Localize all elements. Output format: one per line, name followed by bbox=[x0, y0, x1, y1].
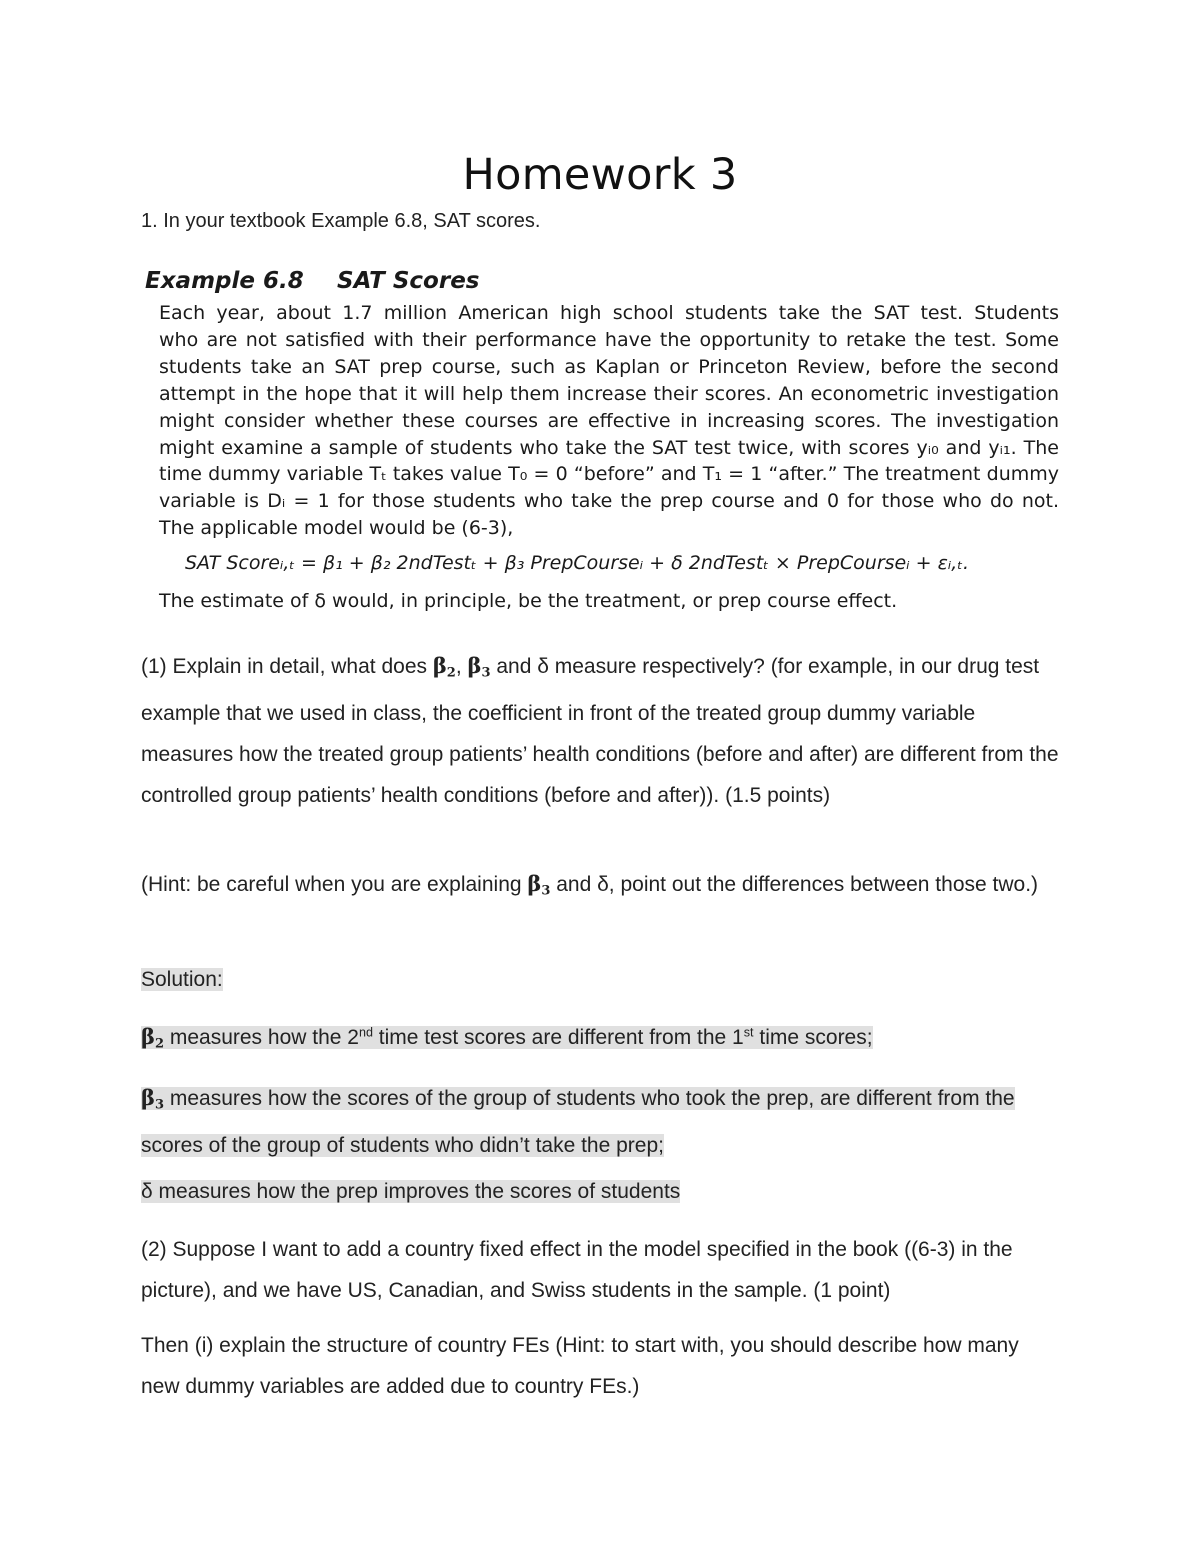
excerpt-line: time dummy variable Tₜ takes value T₀ = 0 “before” and T₁ = 1 “after.” The treatment dummy bbox=[159, 463, 1059, 486]
solution-label: Solution: bbox=[141, 968, 223, 991]
excerpt-line: might examine a sample of students who take the SAT test twice, with scores yᵢ₀ and yᵢ₁. The bbox=[159, 436, 1059, 459]
solution-delta: δ measures how the prep improves the scores of students bbox=[141, 1180, 681, 1203]
solution-beta2: $\beta_2$ measures how the 2nd time test scores are different from the 1st time scores; bbox=[141, 1024, 873, 1052]
solution-beta3: $\beta_3$ measures how the scores of the group of students who took the prep, are different from the scores of the group of students who didn’t take the prep; bbox=[141, 1085, 1015, 1158]
textbook-excerpt bbox=[145, 268, 1060, 612]
excerpt-note: The estimate of δ would, in principle, be the treatment, or prep course effect. bbox=[159, 590, 898, 613]
question-2-part-i: Then (i) explain the structure of country FEs (Hint: to start with, you should describe how many new dummy variables are added due to country FEs.) bbox=[141, 1334, 1019, 1398]
excerpt-line: Each year, about 1.7 million American high school students take the SAT test. Students bbox=[159, 302, 1059, 324]
model-equation: SAT Scoreᵢ,ₜ = β₁ + β₂ 2ndTestₜ + β₃ PrepCourseᵢ + δ 2ndTestₜ × PrepCourseᵢ + εᵢ,ₜ. bbox=[185, 552, 969, 575]
beta2-symbol: $\beta_2$ bbox=[432, 653, 456, 681]
excerpt-body bbox=[159, 300, 1059, 542]
beta3-symbol: $\beta_3$ bbox=[527, 871, 551, 899]
excerpt-line: students take an SAT prep course, such as Kaplan or Princeton Review, before the second bbox=[159, 355, 1059, 378]
excerpt-heading bbox=[145, 268, 1060, 300]
question-1 bbox=[141, 645, 1061, 816]
separator: , bbox=[455, 655, 468, 678]
page-title: Homework 3 bbox=[462, 150, 738, 200]
excerpt-line: The applicable model would be (6-3), bbox=[159, 517, 514, 540]
excerpt-line: attempt in the hope that it will help them increase their scores. An econometric investigation bbox=[159, 382, 1059, 405]
excerpt-line: who are not satisfied with their performance have the opportunity to retake the test. Some bbox=[159, 328, 1059, 351]
excerpt-title: SAT Scores bbox=[337, 268, 480, 294]
hint-intro: (Hint: be careful when you are explaining bbox=[141, 873, 528, 896]
beta3-symbol: $\beta_3$ bbox=[467, 653, 491, 681]
beta3-symbol: $\beta_3$ bbox=[141, 1085, 165, 1113]
question-1-body: and δ measure respectively? (for example, in our drug test example that we used in class, the coefficient in front of the treated group dummy variable measures how the treated group patients’ health conditions (before and after) are different from the controlled group patients’ health conditions (before and after)). (1.5 points) bbox=[141, 655, 1059, 808]
beta2-symbol: $\beta_2$ bbox=[141, 1024, 165, 1052]
excerpt-line: might consider whether these courses are effective in increasing scores. The investigation bbox=[159, 409, 1059, 432]
excerpt-number: Example 6.8 bbox=[145, 268, 304, 294]
excerpt-line: variable is Dᵢ = 1 for those students who take the prep course and 0 for those who do not. bbox=[159, 490, 1059, 513]
hint-body: and δ, point out the differences between those two.) bbox=[550, 873, 1039, 896]
question-2: (2) Suppose I want to add a country fixed effect in the model specified in the book ((6-3) in the picture), and we have US, Canadian, and Swiss students in the sample. (1 point) bbox=[141, 1238, 1013, 1302]
intro-text: 1. In your textbook Example 6.8, SAT scores. bbox=[141, 210, 541, 232]
question-1-intro: (1) Explain in detail, what does bbox=[141, 655, 433, 678]
hint-text bbox=[141, 863, 1061, 911]
